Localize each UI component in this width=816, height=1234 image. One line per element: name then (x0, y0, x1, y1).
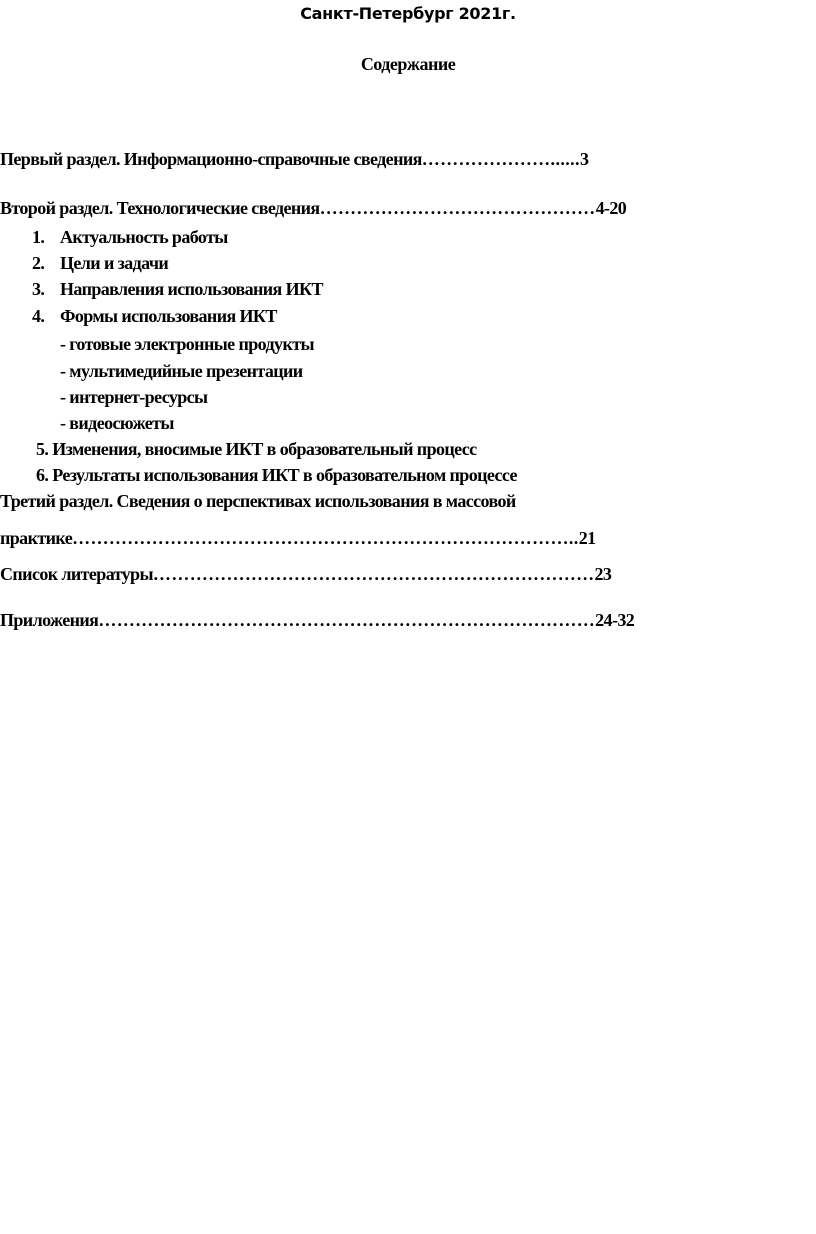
item-number: 3. (32, 279, 45, 299)
item-text: Направления использования ИКТ (60, 279, 323, 299)
toc-entry-section3-line1: Третий раздел. Сведения о перспективах использования в массовой (0, 491, 516, 511)
toc-subitem: 5. Изменения, вносимые ИКТ в образовательный процесс (36, 439, 477, 459)
toc-leader: ……………………………………………………………… (152, 564, 595, 584)
toc-leader: ……………………………………………………………………….. (72, 528, 579, 548)
toc-entry-section2 (0, 197, 626, 219)
toc-entry-text: Первый раздел. Информационно-справочные сведения (0, 149, 422, 169)
item-number: 2. (32, 253, 45, 273)
toc-bullet-item: - интернет-ресурсы (60, 387, 208, 407)
toc-page-number: 21 (578, 528, 596, 548)
toc-entry-text: Приложения (0, 610, 99, 630)
toc-entry-section1 (0, 148, 588, 170)
item-number: 1. (32, 227, 45, 247)
toc-page-number: 23 (594, 564, 612, 584)
toc-entry-literature (0, 563, 611, 585)
contents-title: Содержание (360, 54, 456, 74)
item-text: Цели и задачи (60, 253, 169, 273)
toc-leader: …………………...... (421, 149, 580, 169)
toc-leader: ……………………………………………………………………… (98, 610, 596, 630)
toc-subitem (32, 278, 323, 300)
toc-page-number: 3 (579, 149, 589, 169)
toc-leader: ……………………………………… (319, 198, 596, 218)
toc-bullet-item: - готовые электронные продукты (60, 334, 314, 354)
item-text: Актуальность работы (60, 227, 228, 247)
toc-entry-text: Список литературы (0, 564, 153, 584)
item-text: Формы использования ИКТ (60, 306, 277, 326)
toc-bullet-item: - мультимедийные презентации (60, 361, 303, 381)
toc-subitem: 6. Результаты использования ИКТ в образовательном процессе (36, 465, 517, 485)
toc-entry-text: Второй раздел. Технологические сведения (0, 198, 320, 218)
toc-entry-section3-line2 (0, 527, 596, 549)
city-year: Санкт-Петербург 2021г. (300, 4, 516, 23)
toc-subitem (32, 226, 228, 248)
toc-subitem (32, 305, 277, 327)
item-number: 4. (32, 306, 45, 326)
toc-bullet-item: - видеосюжеты (60, 413, 174, 433)
toc-page-number: 4-20 (595, 198, 627, 218)
toc-page-number: 24-32 (595, 610, 635, 630)
toc-entry-appendix (0, 609, 634, 631)
toc-entry-text: практике (0, 528, 73, 548)
toc-subitem (32, 252, 168, 274)
